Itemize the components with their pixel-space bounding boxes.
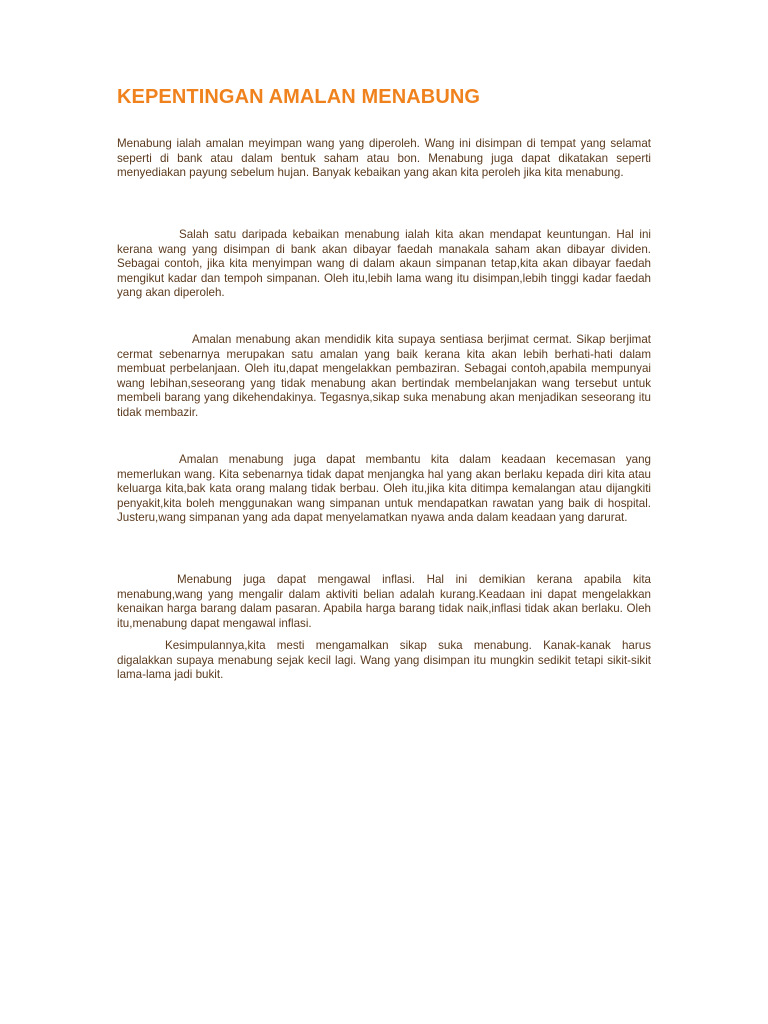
paragraph-inflasi: Menabung juga dapat mengawal inflasi. Hal ini demikian kerana apabila kita menabung,wang yang mengalir dalam aktiviti belian adalah kurang.Keadaan ini dapat mengelakkan kenaikan harga barang dalam pasaran. Apabila harga barang tidak naik,inflasi tidak akan berlaku. Oleh itu,menabung dapat mengawal inflasi. xyxy=(117,573,651,630)
paragraph-introduction: Menabung ialah amalan meyimpan wang yang diperoleh. Wang ini disimpan di tempat yang selamat seperti di bank atau dalam bentuk saham atau bon. Menabung juga dapat dikatakan seperti menyediakan payung sebelum hujan. Banyak kebaikan yang akan kita peroleh jika kita menabung. xyxy=(117,137,651,180)
paragraph-kecemasan: Amalan menabung juga dapat membantu kita dalam keadaan kecemasan yang memerlukan wang. Kita sebenarnya tidak dapat menjangka hal yang akan berlaku kepada diri kita atau keluarga kita,bak kata orang malang tidak berbau. Oleh itu,jika kita ditimpa kemalangan atau dijangkiti penyakit,kita boleh menggunakan wang simpanan untuk mendapatkan rawatan yang baik di hospital. Justeru,wang simpanan yang ada dapat menyelamatkan nyawa anda dalam keadaan yang darurat. xyxy=(117,453,651,525)
paragraph-kesimpulan: Kesimpulannya,kita mesti mengamalkan sikap suka menabung. Kanak-kanak harus digalakkan supaya menabung sejak kecil lagi. Wang yang disimpan itu mungkin sedikit tetapi sikit-sikit lama-lama jadi bukit. xyxy=(117,639,651,682)
paragraph-berjimat-cermat: Amalan menabung akan mendidik kita supaya sentiasa berjimat cermat. Sikap berjimat cermat sebenarnya merupakan satu amalan yang baik kerana kita akan lebih berhati-hati dalam membuat perbelanjaan. Oleh itu,dapat mengelakkan pembaziran. Sebagai contoh,apabila mempunyai wang lebihan,seseorang yang tidak menabung akan bertindak membelanjakan wang tersebut untuk membeli barang yang dikehendakinya. Tegasnya,sikap suka menabung akan menjadikan seseorang itu tidak membazir. xyxy=(117,333,651,419)
document-title: KEPENTINGAN AMALAN MENABUNG xyxy=(117,86,481,108)
paragraph-keuntungan: Salah satu daripada kebaikan menabung ialah kita akan mendapat keuntungan. Hal ini kerana wang yang disimpan di bank akan dibayar faedah manakala saham akan dibayar dividen. Sebagai contoh, jika kita menyimpan wang di dalam akaun simpanan tetap,kita akan dibayar faedah mengikut kadar dan tempoh simpanan. Oleh itu,lebih lama wang itu disimpan,lebih tinggi kadar faedah yang akan diperoleh. xyxy=(117,228,651,300)
